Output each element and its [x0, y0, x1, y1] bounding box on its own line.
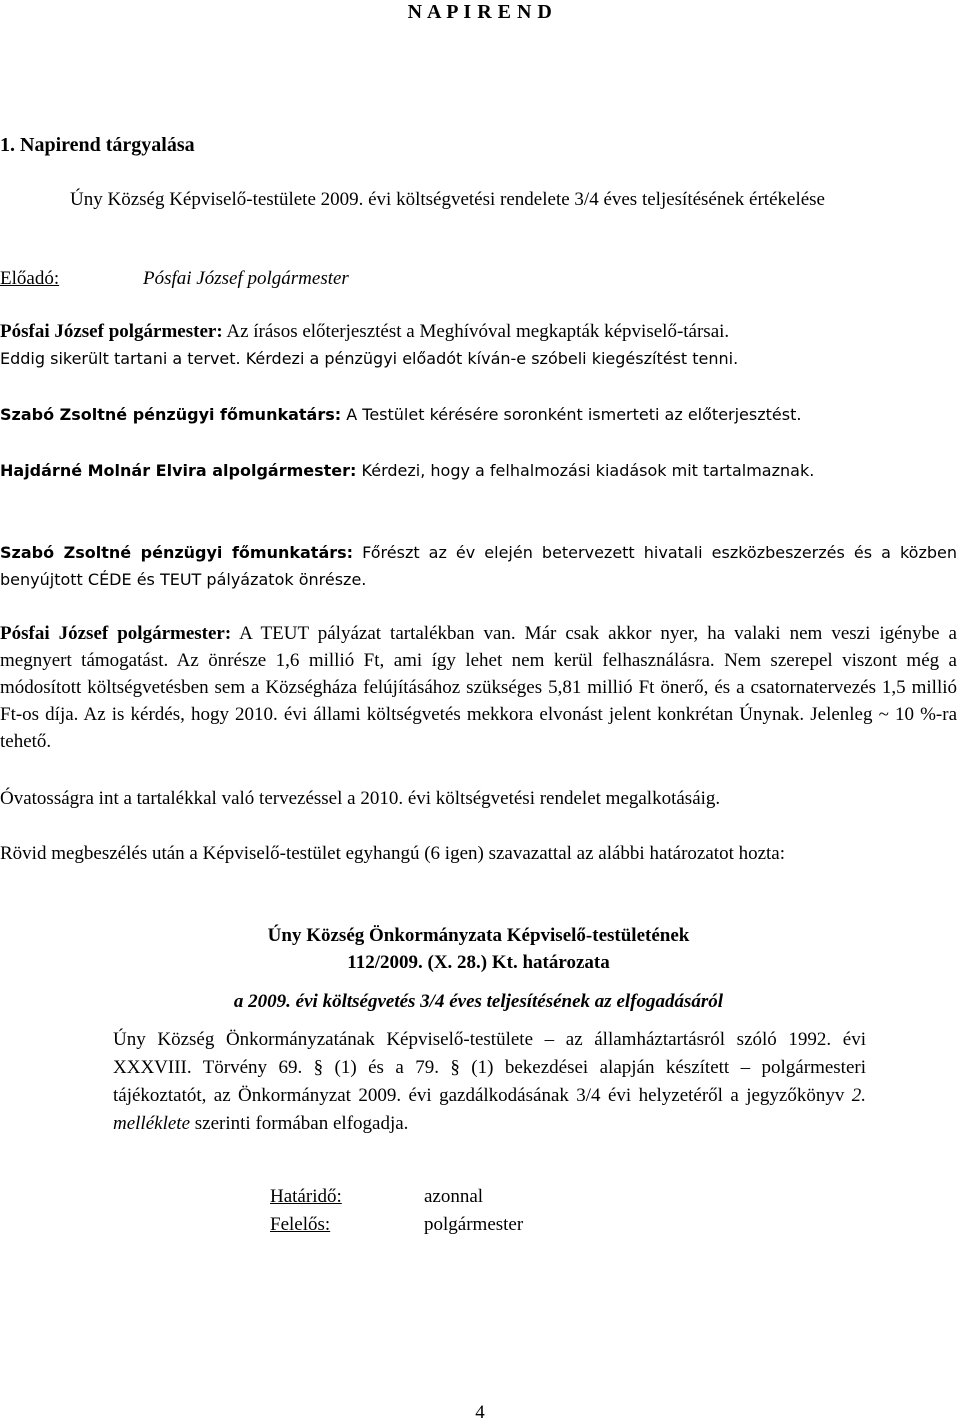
speech-text: Főrészt az év elején betervezett hivatali eszközbeszerzés és a közben benyújtott CÉDE és TEUT pályázatok önrésze.: [0, 543, 958, 589]
resolution-title-line1: Úny Község Önkormányzata Képviselő-testületének: [267, 925, 690, 946]
presenter-label: Előadó:: [0, 268, 60, 289]
speech-text: Az írásos előterjesztést a Meghívóval megkapták képviselő-társai.: [222, 321, 730, 342]
speaker-name: Szabó Zsoltné pénzügyi főmunkatárs:: [0, 543, 354, 562]
speech-text: Kérdezi, hogy a felhalmozási kiadások mit tartalmaznak.: [356, 461, 815, 480]
page-header: N A P I R E N D: [407, 1, 553, 23]
attachment-reference: 2. melléklete: [113, 1085, 866, 1134]
vote-statement: Rövid megbeszélés után a Képviselő-testület egyhangú (6 igen) szavazattal az alábbi határozatot hozta:: [0, 843, 786, 864]
deadline-label: Határidő:: [270, 1186, 342, 1207]
discussion-entry: [0, 539, 957, 593]
resolution-text-end: szerinti formában elfogadja.: [190, 1113, 409, 1134]
discussion-entry: [0, 318, 957, 345]
speech-text: A Testület kérésére soronként ismerteti az előterjesztést.: [341, 405, 802, 424]
resolution-subject: a 2009. évi költségvetés 3/4 éves teljesítésének az elfogadásáról: [233, 991, 724, 1012]
speaker-name: Pósfai József polgármester:: [0, 321, 223, 342]
resolution-text: Úny Község Önkormányzatának Képviselő-testülete – az államháztartásról szóló 1992. évi XXXVIII. Törvény 69. § (1) és a 79. § (1) bekezdései alapján készített – polgármesteri tájékoztatót, az Önkormányzat 2009. évi gazdálkodásának 3/4 évi helyzetéről a jegyzőkönyv: [113, 1029, 866, 1106]
speaker-name: Hajdárné Molnár Elvira alpolgármester:: [0, 461, 357, 480]
page-number: 4: [475, 1402, 485, 1423]
agenda-heading: 1. Napirend tárgyalása: [0, 134, 195, 156]
responsible-label: Felelős:: [270, 1214, 331, 1235]
discussion-entry-continued: Eddig sikerült tartani a tervet. Kérdezi a pénzügyi előadót kíván-e szóbeli kiegészítést tenni.: [0, 349, 739, 368]
speaker-name: Pósfai József polgármester:: [0, 623, 232, 644]
deadline-value: azonnal: [424, 1186, 484, 1207]
speech-text: A TEUT pályázat tartalékban van. Már csak akkor nyer, ha valaki nem veszi igénybe a megnyert támogatást. Az önrésze 1,6 millió Ft, ami így lehet nem kerül felhasználásra. Nem szerepel viszont még a módosított költségvetésben sem a Községháza felújításához szükséges 5,81 millió Ft önerő, és a csatornatervezés 1,5 millió Ft-os díja. Az is kérdés, hogy 2010. évi állami költségvetés mekkora elvonást jelent konkrétan Únynak. Jelenleg ~ 10 %-ra tehető.: [0, 623, 957, 752]
presenter-row: [0, 265, 59, 292]
discussion-entry: [0, 457, 957, 484]
resolution-title: [0, 922, 957, 976]
resolution-body: [113, 1026, 866, 1138]
presenter-name: Pósfai József polgármester: [143, 268, 349, 289]
agenda-topic: Úny Község Képviselő-testülete 2009. évi költségvetési rendelete 3/4 éves teljesítésének értékelése: [70, 189, 825, 210]
speaker-name: Szabó Zsoltné pénzügyi főmunkatárs:: [0, 405, 342, 424]
responsible-value: polgármester: [424, 1214, 524, 1235]
discussion-entry: [0, 620, 957, 755]
discussion-entry: [0, 401, 957, 428]
resolution-title-line2: 112/2009. (X. 28.) Kt. határozata: [347, 952, 610, 973]
discussion-entry-continued: Óvatosságra int a tartalékkal való tervezéssel a 2010. évi költségvetési rendelet megalkotásáig.: [0, 788, 721, 809]
